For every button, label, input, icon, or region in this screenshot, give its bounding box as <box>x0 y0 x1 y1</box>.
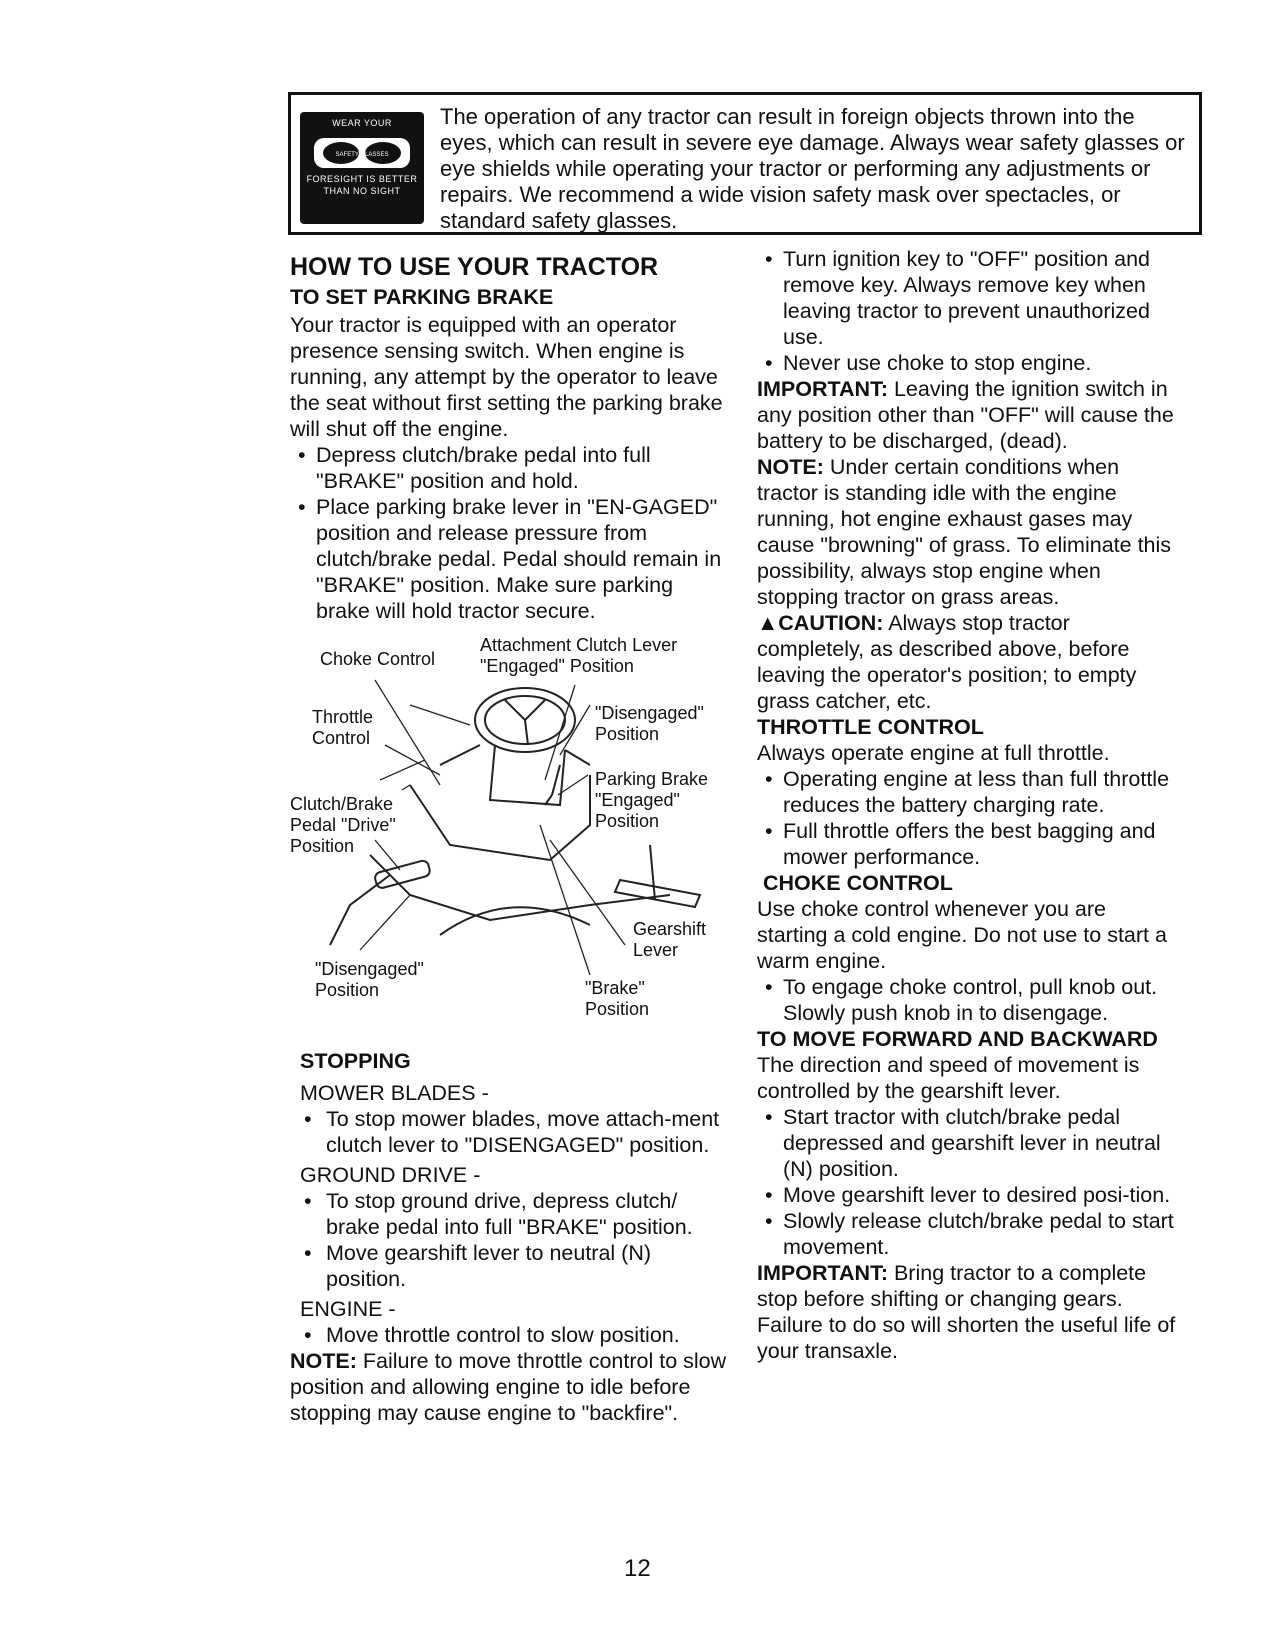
warning-triangle-icon: ▲ <box>757 611 779 635</box>
disengaged-position-label: "Disengaged" <box>595 703 704 723</box>
choke-intro: Use choke control whenever you are starting a cold engine. Do not use to start a warm engine. <box>757 897 1167 973</box>
disengaged-position-label: Position <box>595 724 660 744</box>
goggles-icon <box>314 134 410 172</box>
list-item: • Place parking brake lever in "EN-GAGED" position and release pressure from clutch/brake pedal. Pedal should remain in "BRAKE" position. Make sure parking brake will hold tractor secure. <box>298 495 722 623</box>
left-column <box>290 252 730 624</box>
note-paragraph: NOTE: Under certain conditions when tractor is standing idle with the engine running, hot engine exhaust gases may cause "browning" of grass. To eliminate this possibility, always stop engine when stopping tractor on grass areas. <box>757 455 1172 609</box>
page-number: 12 <box>624 1555 651 1582</box>
page-title: HOW TO USE YOUR TRACTOR <box>290 253 659 281</box>
move-heading: TO MOVE FORWARD AND BACKWARD <box>757 1027 1158 1051</box>
parking-brake-label: "Engaged" <box>595 790 680 810</box>
parking-brake-heading: TO SET PARKING BRAKE <box>290 285 554 309</box>
clutch-brake-label: Pedal "Drive" <box>290 815 396 835</box>
icon-text: THAN NO SIGHT <box>323 186 401 196</box>
tractor-controls-figure <box>290 635 750 1045</box>
mower-blades-heading: MOWER BLADES - <box>300 1081 489 1105</box>
brake-position-label: Position <box>585 999 650 1019</box>
list-item: • To stop mower blades, move attach-ment clutch lever to "DISENGAGED" position. <box>304 1107 720 1157</box>
icon-text: WEAR YOUR <box>332 118 392 128</box>
gearshift-lever-label: Gearshift <box>633 919 707 939</box>
brake-position-label: "Brake" <box>585 978 645 998</box>
engine-heading: ENGINE - <box>300 1297 396 1321</box>
disengaged-left-label: Position <box>315 980 380 1000</box>
important-paragraph: IMPORTANT: Bring tractor to a complete stop before shifting or changing gears. Failure to do so will shorten the useful life of your transaxle. <box>757 1261 1176 1363</box>
list-item: • Slowly release clutch/brake pedal to start movement. <box>765 1209 1174 1259</box>
move-intro: The direction and speed of movement is controlled by the gearshift lever. <box>757 1053 1140 1103</box>
attachment-clutch-label: "Engaged" Position <box>480 656 634 676</box>
list-item: • To stop ground drive, depress clutch/ brake pedal into full "BRAKE" position. <box>304 1189 693 1239</box>
throttle-control-label: Control <box>312 728 371 748</box>
safety-glasses-icon <box>300 112 424 224</box>
list-item: • Depress clutch/brake pedal into full "BRAKE" position and hold. <box>298 443 651 493</box>
caution-paragraph: ▲CAUTION: Always stop tractor completely, as described above, before leaving the operator's position; to empty grass catcher, etc. <box>757 611 1137 713</box>
icon-text: FORESIGHT IS BETTER <box>306 174 418 184</box>
note-paragraph: NOTE: Failure to move throttle control to slow position and allowing engine to idle before stopping may cause engine to "backfire". <box>290 1349 727 1425</box>
list-item: • Move gearshift lever to desired posi-tion. <box>765 1183 1171 1207</box>
warning-text: The operation of any tractor can result in foreign objects thrown into the eyes, which can result in severe eye damage. Always wear safety glasses or eye shields while operating your tractor or performing any adjustments or repairs. We recommend a wide vision safety mask over spectacles, or standard safety glasses. <box>440 104 1185 233</box>
icon-text: SAFETY GLASSES <box>335 152 389 158</box>
right-column <box>757 246 1177 1364</box>
important-paragraph: IMPORTANT: Leaving the ignition switch in any position other than "OFF" will cause the battery to be discharged, (dead). <box>757 377 1174 453</box>
list-item: • Operating engine at less than full throttle reduces the battery charging rate. <box>765 767 1170 817</box>
throttle-control-heading: THROTTLE CONTROL <box>757 715 984 739</box>
list-item: • To engage choke control, pull knob out. Slowly push knob in to disengage. <box>765 975 1158 1025</box>
list-item: • Turn ignition key to "OFF" position and remove key. Always remove key when leaving tractor to prevent unauthorized use. <box>765 247 1151 349</box>
clutch-brake-label: Clutch/Brake <box>290 794 394 814</box>
parking-brake-label: Position <box>595 811 660 831</box>
parking-brake-label: Parking Brake <box>595 769 709 789</box>
throttle-control-label: Throttle <box>312 707 374 727</box>
list-item: • Move gearshift lever to neutral (N) position. <box>304 1241 652 1291</box>
parking-brake-intro: Your tractor is equipped with an operator presence sensing switch. When engine is running, any attempt by the operator to leave the seat without first setting the parking brake will shut off the engine. <box>290 313 723 441</box>
ground-drive-heading: GROUND DRIVE - <box>300 1163 481 1187</box>
stopping-heading: STOPPING <box>300 1049 411 1073</box>
list-item: • Start tractor with clutch/brake pedal depressed and gearshift lever in neutral (N) position. <box>765 1105 1161 1181</box>
list-item: • Full throttle offers the best bagging and mower performance. <box>765 819 1156 869</box>
choke-control-label: Choke Control <box>320 649 436 669</box>
list-item: • Never use choke to stop engine. <box>765 351 1092 375</box>
throttle-intro: Always operate engine at full throttle. <box>757 741 1110 765</box>
clutch-brake-label: Position <box>290 836 355 856</box>
list-item: • Move throttle control to slow position. <box>304 1323 680 1347</box>
stopping-section <box>290 1048 730 1426</box>
gearshift-lever-label: Lever <box>633 940 679 960</box>
choke-control-heading: CHOKE CONTROL <box>763 871 953 895</box>
disengaged-left-label: "Disengaged" <box>315 959 424 979</box>
attachment-clutch-label: Attachment Clutch Lever <box>480 635 678 655</box>
